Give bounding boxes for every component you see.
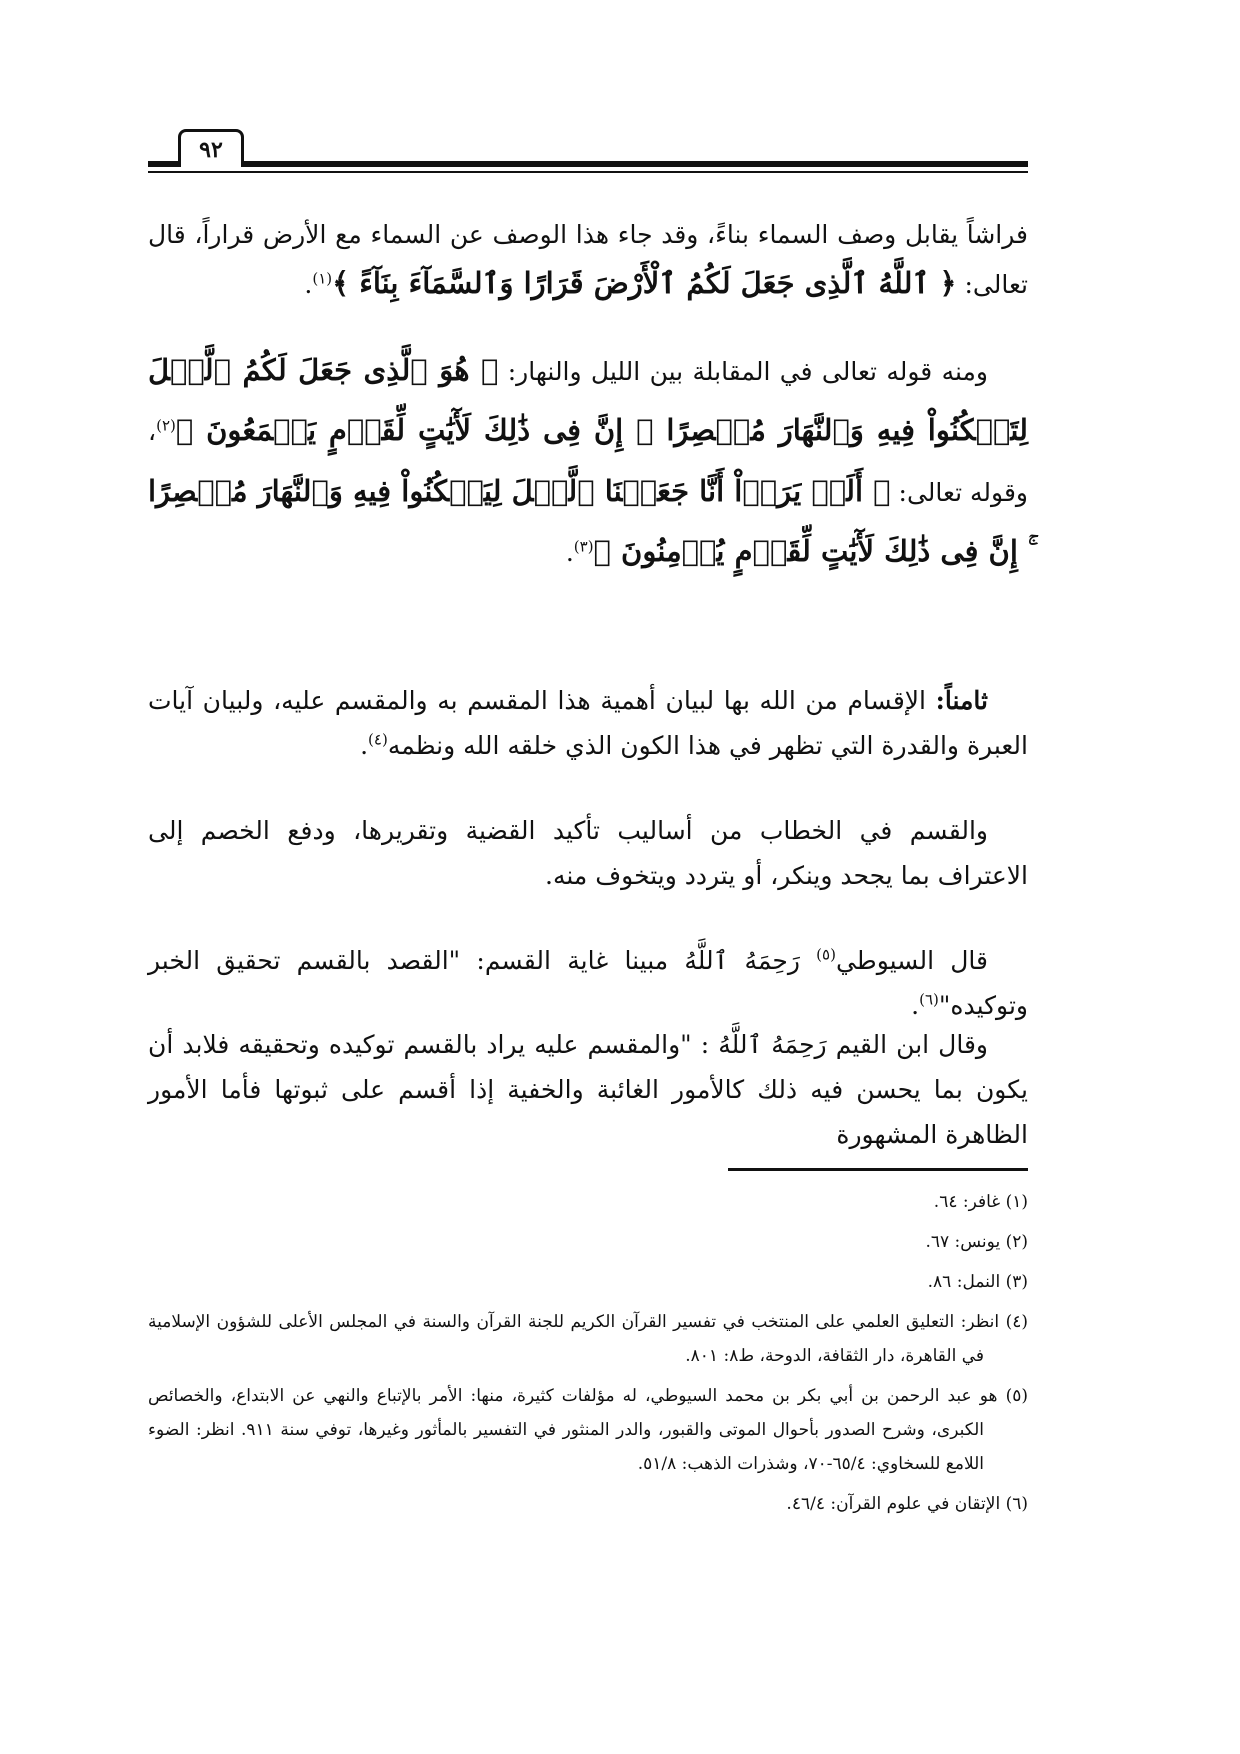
footnote-ref: (١) xyxy=(312,269,333,288)
footnote-item: (٤) انظر: التعليق العلمي على المنتخب في تفسير القرآن الكريم للجنة القرآن والسنة في المجلس الأعلى للشؤون الإسلامية في القاهرة، دار الثقافة، الدوحة، ط٨: ٨٠١. xyxy=(148,1312,1028,1366)
main-text-5 xyxy=(148,938,1028,1028)
footnote-item: (١) غافر: ٦٤. xyxy=(933,1192,1028,1212)
main-text-4 xyxy=(148,808,1028,898)
footnote-ref: (٦) xyxy=(919,990,939,1009)
footnote-item: (٢) يونس: ٦٧. xyxy=(925,1232,1028,1252)
main-text-3 xyxy=(148,678,1028,768)
main-text-6 xyxy=(148,1022,1028,1157)
footnote-ref: (٢) xyxy=(156,416,176,435)
footnote-ref: (٣) xyxy=(573,537,594,556)
paragraph-3: ثامناً: الإقسام من الله بها لبيان أهمية هذا المقسم به والمقسم عليه، ولبيان آيات العبرة والقدرة التي تظهر في هذا الكون الذي خلقه الله ونظمه$^{(٤)}$. xyxy=(148,686,1028,760)
footnote-ref: (٥) xyxy=(816,945,836,964)
header-rule-thin xyxy=(148,171,1028,173)
footnote-item: (٦) الإتقان في علوم القرآن: ٤٦/٤. xyxy=(786,1494,1028,1514)
footnote-item: (٥) هو عبد الرحمن بن أبي بكر بن محمد السيوطي، له مؤلفات كثيرة، منها: الأمر بالإتباع والنهي عن الابتداع، والخصائص الكبرى، وشرح الصدور بأحوال الموتى والقبور، والدر المنثور في التفسير بالمأثور وغيرها، توفي سنة ٩١١. انظر: الضوء اللامع للسخاوي: ٦٥/٤-٧٠، وشذرات الذهب: ٥١/٨. xyxy=(148,1386,1028,1474)
main-text xyxy=(148,212,1028,309)
paragraph-2: ومنه قوله تعالى في المقابلة بين الليل والنهار: ﴿ هُوَ ٱلَّذِى جَعَلَ لَكُمُ ٱلَّيۡلَ لِتَسۡكُنُواْ فِيهِ وَٱلنَّهَارَ مُبۡصِرًا ۚ إِنَّ فِى ذَٰلِكَ لَأٓيَٰتٍ لِّقَوۡمٍ يَسۡمَعُونَ ﴾$^{(٢)}$، وقوله تعالى: ﴿ أَلَمۡ يَرَوۡاْ أَنَّا جَعَلۡنَا ٱلَّيۡلَ لِيَسۡكُنُواْ فِيهِ وَٱلنَّهَارَ مُبۡصِرًا ۚ إِنَّ فِى ذَٰلِكَ لَأٓيَٰتٍ لِّقَوۡمٍ يُؤۡمِنُونَ ﴾$^{(٣)}$. xyxy=(148,353,1028,568)
main-text-2 xyxy=(148,340,1028,581)
paragraph-4: والقسم في الخطاب من أساليب تأكيد القضية وتقريرها، ودفع الخصم إلى الاعتراف بما يجحد وينكر، أو يتردد ويتخوف منه. xyxy=(148,816,1028,890)
paragraph-1: فراشاً يقابل وصف السماء بناءً، وقد جاء هذا الوصف عن السماء مع الأرض قراراً، قال تعالى: ﴿ ٱللَّهُ ٱلَّذِى جَعَلَ لَكُمُ ٱلْأَرْضَ قَرَارًا وَٱلسَّمَآءَ بِنَآءً ﴾$^{(١)}$. xyxy=(148,220,1028,300)
quran-verse: ﴿ ٱللَّهُ ٱلَّذِى جَعَلَ لَكُمُ ٱلْأَرْضَ قَرَارًا وَٱلسَّمَآءَ بِنَآءً ﴾ xyxy=(332,266,957,300)
quran-verse: ﴿ هُوَ ٱلَّذِى جَعَلَ لَكُمُ ٱلَّيۡلَ لِتَسۡكُنُواْ فِيهِ وَٱلنَّهَارَ مُبۡصِرًا ۚ إِنَّ فِى ذَٰلِكَ لَأٓيَٰتٍ لِّقَوۡمٍ يَسۡمَعُونَ ﴾ xyxy=(148,353,1028,448)
section-label: ثامناً: xyxy=(935,686,988,715)
footnote-item: (٣) النمل: ٨٦. xyxy=(927,1272,1028,1292)
header-rule xyxy=(148,161,1028,167)
footnote-ref: (٤) xyxy=(368,730,388,749)
footnote-separator xyxy=(728,1168,1028,1171)
paragraph-5: قال السيوطي$^{(٥)}$ رَحِمَهُ ٱللَّهُ مبينا غاية القسم: "القصد بالقسم تحقيق الخبر وتوكيده"$^{(٦)}$. xyxy=(148,945,1028,1020)
quran-verse: ﴿ أَلَمۡ يَرَوۡاْ أَنَّا جَعَلۡنَا ٱلَّيۡلَ لِيَسۡكُنُواْ فِيهِ وَٱلنَّهَارَ مُبۡصِرًا ۚ إِنَّ فِى ذَٰلِكَ لَأٓيَٰتٍ لِّقَوۡمٍ يُؤۡمِنُونَ ﴾ xyxy=(148,473,1028,568)
paragraph-6: وقال ابن القيم رَحِمَهُ ٱللَّهُ : "والمقسم عليه يراد بالقسم توكيده وتحقيقه فلابد أن يكون بما يحسن فيه ذلك كالأمور الغائبة والخفية إذا أقسم على ثبوتها فأما الأمور الظاهرة المشهورة xyxy=(148,1030,1028,1149)
page-number: ٩٢ xyxy=(178,129,244,167)
footnotes xyxy=(148,1185,1028,1527)
